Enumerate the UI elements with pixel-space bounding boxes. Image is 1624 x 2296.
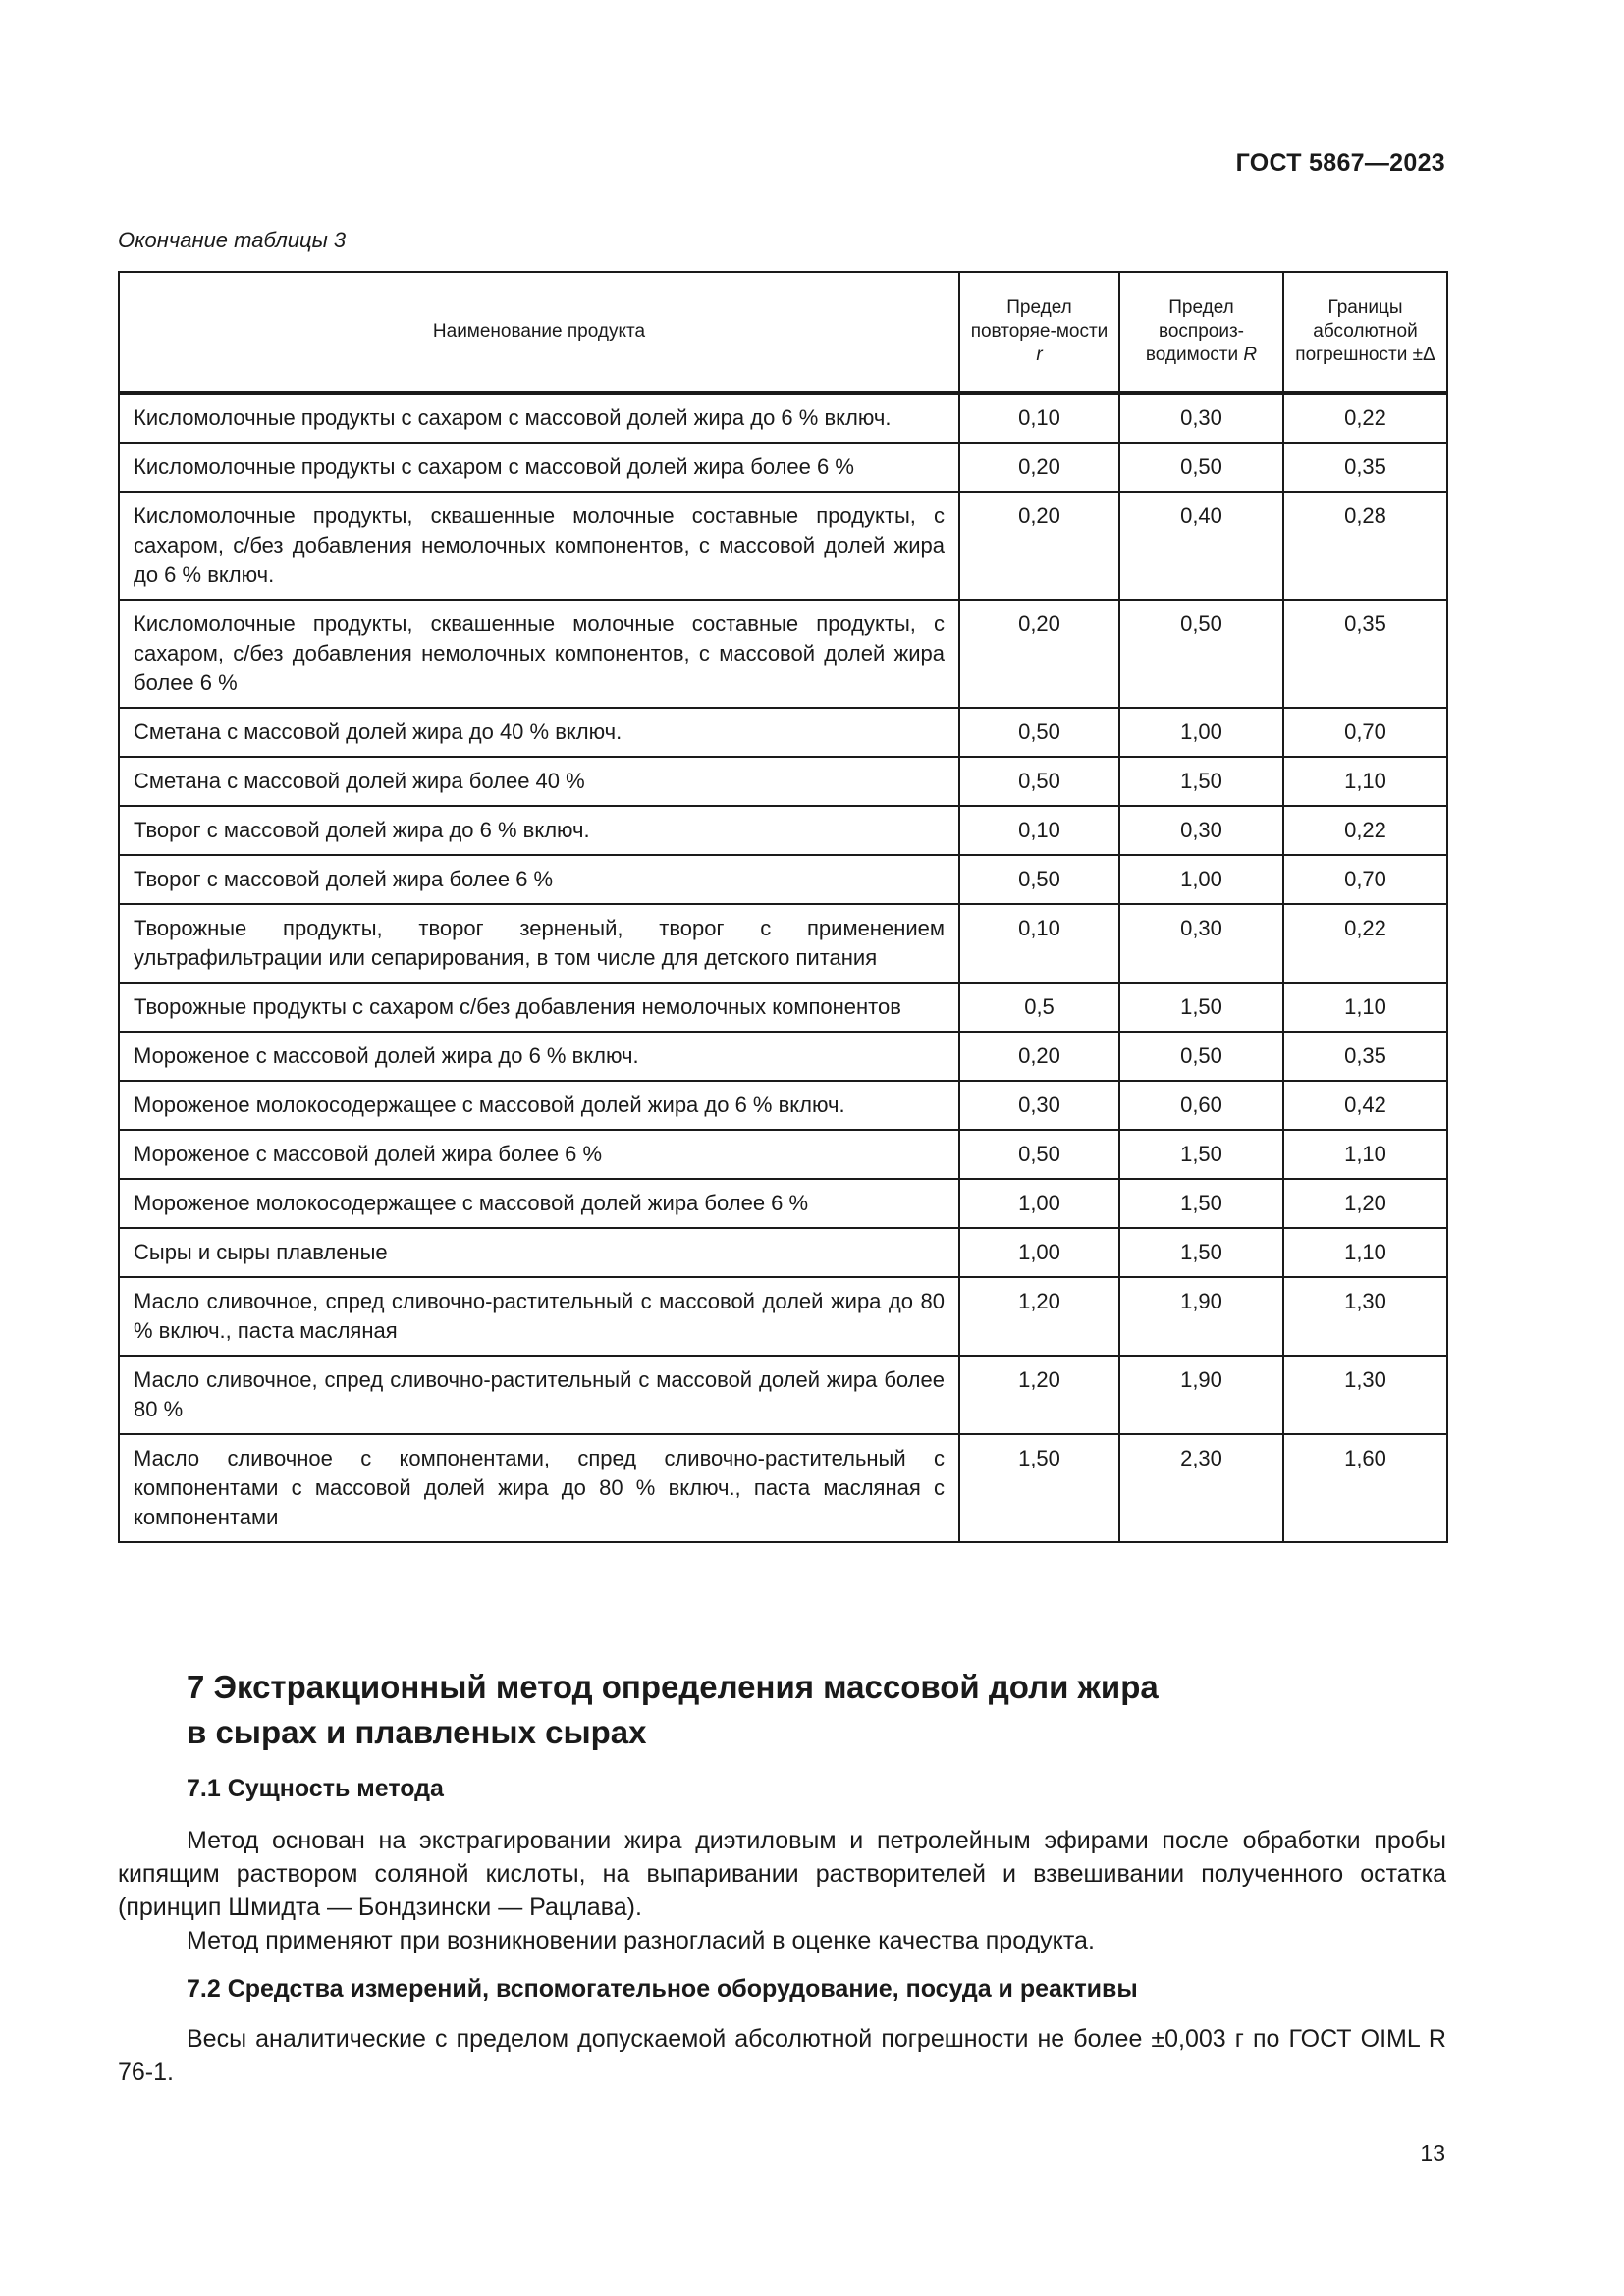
table-body bbox=[119, 393, 1447, 1542]
table-row bbox=[119, 757, 1447, 806]
table-row bbox=[119, 1081, 1447, 1130]
table-row bbox=[119, 1277, 1447, 1356]
table-row bbox=[119, 443, 1447, 492]
section-heading-line-1: 7 Экстракционный метод определения массовой доли жира bbox=[187, 1669, 1159, 1705]
cell-error-bound: 1,30 bbox=[1283, 1356, 1447, 1434]
cell-error-bound: 0,70 bbox=[1283, 708, 1447, 757]
column-header-reproducibility: Предел воспроиз-водимости R bbox=[1119, 272, 1283, 393]
cell-product-name: Масло сливочное, спред сливочно-растительный с массовой долей жира до 80 % включ., паста масляная bbox=[119, 1277, 959, 1356]
table-row bbox=[119, 1228, 1447, 1277]
cell-product-name: Кисломолочные продукты, сквашенные молочные составные продукты, с сахаром, с/без добавления немолочных компонентов, с массовой долей жира до 6 % включ. bbox=[119, 492, 959, 600]
cell-error-bound: 0,28 bbox=[1283, 492, 1447, 600]
table-row bbox=[119, 600, 1447, 708]
cell-error-bound: 0,35 bbox=[1283, 443, 1447, 492]
cell-error-bound: 1,60 bbox=[1283, 1434, 1447, 1542]
table-row bbox=[119, 1179, 1447, 1228]
document-code: ГОСТ 5867—2023 bbox=[1235, 149, 1445, 177]
table-row bbox=[119, 904, 1447, 983]
cell-error-bound: 1,20 bbox=[1283, 1179, 1447, 1228]
cell-reproducibility: 0,50 bbox=[1119, 443, 1283, 492]
column-header-error-bounds: Границы абсолютной погрешности ±Δ bbox=[1283, 272, 1447, 393]
cell-reproducibility: 1,00 bbox=[1119, 855, 1283, 904]
subsection-heading-7-2: 7.2 Средства измерений, вспомогательное оборудование, посуда и реактивы bbox=[187, 1975, 1138, 2002]
cell-error-bound: 0,22 bbox=[1283, 806, 1447, 855]
cell-product-name: Кисломолочные продукты с сахаром с массовой долей жира до 6 % включ. bbox=[119, 393, 959, 443]
column-header-repeatability: Предел повторяе-мости r bbox=[959, 272, 1119, 393]
column-header-product: Наименование продукта bbox=[119, 272, 959, 393]
cell-error-bound: 1,10 bbox=[1283, 757, 1447, 806]
cell-product-name: Мороженое с массовой долей жира более 6 % bbox=[119, 1130, 959, 1179]
cell-error-bound: 0,22 bbox=[1283, 904, 1447, 983]
cell-product-name: Масло сливочное, спред сливочно-растительный с массовой долей жира более 80 % bbox=[119, 1356, 959, 1434]
cell-reproducibility: 2,30 bbox=[1119, 1434, 1283, 1542]
cell-repeatability: 0,20 bbox=[959, 1032, 1119, 1081]
cell-repeatability: 0,10 bbox=[959, 904, 1119, 983]
cell-repeatability: 1,00 bbox=[959, 1228, 1119, 1277]
cell-product-name: Кисломолочные продукты с сахаром с массовой долей жира более 6 % bbox=[119, 443, 959, 492]
table-row bbox=[119, 492, 1447, 600]
table-caption: Окончание таблицы 3 bbox=[118, 228, 347, 252]
cell-error-bound: 0,35 bbox=[1283, 600, 1447, 708]
cell-error-bound: 1,10 bbox=[1283, 1130, 1447, 1179]
paragraph-method-basis: Метод основан на экстрагировании жира диэтиловым и петролейным эфирами после обработки пробы кипящим раствором соляной кислоты, на выпаривании растворителей и взвешивании полученного остатка (принцип Шмидта — Бондзински — Рацлава). bbox=[118, 1827, 1446, 1921]
cell-error-bound: 0,35 bbox=[1283, 1032, 1447, 1081]
cell-product-name: Творожные продукты с сахаром с/без добавления немолочных компонентов bbox=[119, 983, 959, 1032]
cell-product-name: Мороженое молокосодержащее с массовой долей жира более 6 % bbox=[119, 1179, 959, 1228]
cell-reproducibility: 1,90 bbox=[1119, 1277, 1283, 1356]
cell-error-bound: 1,10 bbox=[1283, 983, 1447, 1032]
cell-product-name: Сыры и сыры плавленые bbox=[119, 1228, 959, 1277]
cell-reproducibility: 0,50 bbox=[1119, 1032, 1283, 1081]
subsection-heading-7-1: 7.1 Сущность метода bbox=[187, 1775, 444, 1802]
table-row bbox=[119, 1434, 1447, 1542]
cell-product-name: Сметана с массовой долей жира до 40 % включ. bbox=[119, 708, 959, 757]
cell-reproducibility: 1,50 bbox=[1119, 1179, 1283, 1228]
page-number: 13 bbox=[1420, 2140, 1445, 2165]
cell-reproducibility: 0,60 bbox=[1119, 1081, 1283, 1130]
cell-repeatability: 0,50 bbox=[959, 1130, 1119, 1179]
cell-error-bound: 0,70 bbox=[1283, 855, 1447, 904]
table-row bbox=[119, 708, 1447, 757]
data-table bbox=[118, 271, 1448, 1543]
cell-repeatability: 0,20 bbox=[959, 492, 1119, 600]
cell-product-name: Кисломолочные продукты, сквашенные молочные составные продукты, с сахаром, с/без добавления немолочных компонентов, с массовой долей жира более 6 % bbox=[119, 600, 959, 708]
table-row bbox=[119, 983, 1447, 1032]
section-heading-line-2: в сырах и плавленых сырах bbox=[187, 1714, 647, 1750]
section-heading bbox=[187, 1665, 1159, 1755]
cell-repeatability: 0,50 bbox=[959, 708, 1119, 757]
cell-error-bound: 0,42 bbox=[1283, 1081, 1447, 1130]
cell-reproducibility: 0,30 bbox=[1119, 393, 1283, 443]
cell-product-name: Сметана с массовой долей жира более 40 % bbox=[119, 757, 959, 806]
cell-reproducibility: 1,50 bbox=[1119, 983, 1283, 1032]
table-row bbox=[119, 1032, 1447, 1081]
cell-error-bound: 1,10 bbox=[1283, 1228, 1447, 1277]
table-row bbox=[119, 855, 1447, 904]
cell-reproducibility: 0,50 bbox=[1119, 600, 1283, 708]
paragraph-method-use: Метод применяют при возникновении разногласий в оценке качества продукта. bbox=[187, 1927, 1095, 1954]
cell-product-name: Творожные продукты, творог зерненый, творог с применением ультрафильтрации или сепарирования, в том числе для детского питания bbox=[119, 904, 959, 983]
cell-repeatability: 0,50 bbox=[959, 757, 1119, 806]
cell-repeatability: 0,5 bbox=[959, 983, 1119, 1032]
cell-repeatability: 0,50 bbox=[959, 855, 1119, 904]
table-row bbox=[119, 393, 1447, 443]
cell-reproducibility: 0,30 bbox=[1119, 806, 1283, 855]
cell-reproducibility: 1,50 bbox=[1119, 757, 1283, 806]
table-row bbox=[119, 1356, 1447, 1434]
table-header-row bbox=[119, 272, 1447, 393]
cell-error-bound: 1,30 bbox=[1283, 1277, 1447, 1356]
table-row bbox=[119, 806, 1447, 855]
cell-repeatability: 1,20 bbox=[959, 1356, 1119, 1434]
cell-repeatability: 1,00 bbox=[959, 1179, 1119, 1228]
cell-product-name: Масло сливочное с компонентами, спред сливочно-растительный с компонентами с массовой долей жира до 80 % включ., паста масляная с компонентами bbox=[119, 1434, 959, 1542]
cell-repeatability: 0,20 bbox=[959, 443, 1119, 492]
cell-repeatability: 1,50 bbox=[959, 1434, 1119, 1542]
table-row bbox=[119, 1130, 1447, 1179]
cell-product-name: Творог с массовой долей жира более 6 % bbox=[119, 855, 959, 904]
cell-repeatability: 0,10 bbox=[959, 806, 1119, 855]
cell-reproducibility: 1,90 bbox=[1119, 1356, 1283, 1434]
cell-reproducibility: 0,40 bbox=[1119, 492, 1283, 600]
cell-product-name: Мороженое с массовой долей жира до 6 % включ. bbox=[119, 1032, 959, 1081]
cell-repeatability: 1,20 bbox=[959, 1277, 1119, 1356]
cell-product-name: Мороженое молокосодержащее с массовой долей жира до 6 % включ. bbox=[119, 1081, 959, 1130]
cell-repeatability: 0,10 bbox=[959, 393, 1119, 443]
cell-reproducibility: 1,00 bbox=[1119, 708, 1283, 757]
cell-reproducibility: 1,50 bbox=[1119, 1228, 1283, 1277]
cell-repeatability: 0,20 bbox=[959, 600, 1119, 708]
table-container bbox=[118, 271, 1446, 1543]
cell-reproducibility: 1,50 bbox=[1119, 1130, 1283, 1179]
cell-repeatability: 0,30 bbox=[959, 1081, 1119, 1130]
cell-product-name: Творог с массовой долей жира до 6 % включ. bbox=[119, 806, 959, 855]
cell-reproducibility: 0,30 bbox=[1119, 904, 1283, 983]
cell-error-bound: 0,22 bbox=[1283, 393, 1447, 443]
paragraph-scales: Весы аналитические с пределом допускаемой абсолютной погрешности не более ±0,003 г по ГОСТ OIML R 76-1. bbox=[118, 2025, 1446, 2086]
